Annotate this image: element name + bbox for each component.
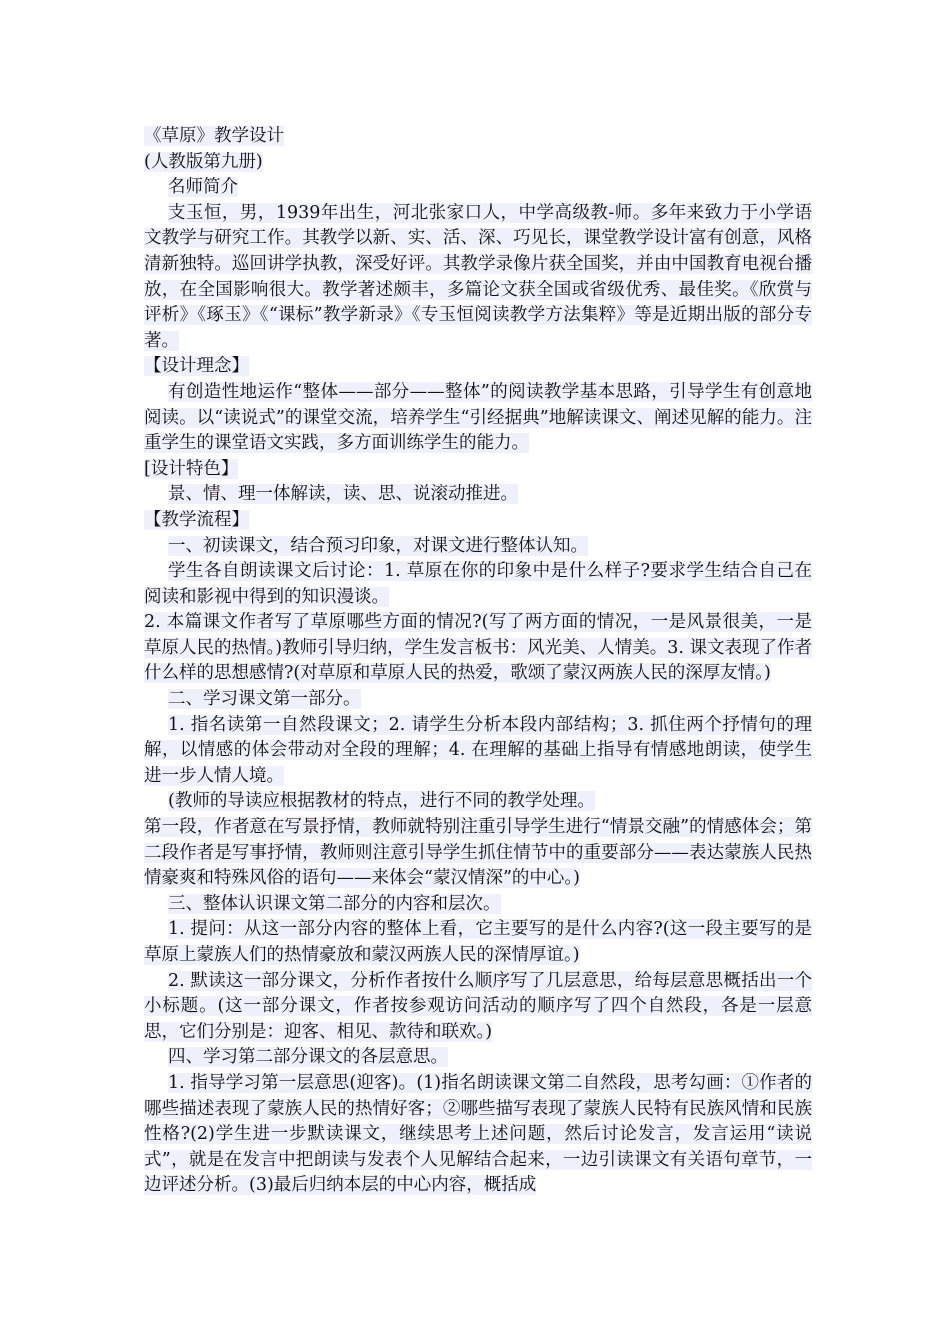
step2-paragraph-a: 1. 指名读第一自然段课文；2. 请学生分析本段内部结构；3. 抓住两个抒情句的理解，以情感的体会带动对全段的理解；4. 在理解的基础上指导有情感地朗读，使学生进一步人情人境。 (144, 714, 812, 786)
step1-title: 一、初读课文，结合预习印象，对课文进行整体认知。 (168, 535, 588, 556)
step3-paragraph-a: 1. 提问：从这一部分内容的整体上看，它主要写的是什么内容?(这一段主要写的是草原上蒙族人们的热情豪放和蒙汉两族人民的深情厚谊。) (144, 919, 812, 965)
step3-title: 三、整体认识课文第二部分的内容和层次。 (168, 893, 501, 914)
step1-paragraph-b: 2. 本篇课文作者写了草原哪些方面的情况?(写了两方面的情况，一是风景很美，一是草原人民的热情。)教师引导归纳，学生发言板书：风光美、人情美。3. 课文表现了作者什么样的思想感情?(对草原和草原人民的热爱，歌颂了蒙汉两族人民的深厚友情。) (144, 612, 812, 684)
concept-heading: 【设计理念】 (144, 356, 249, 377)
teacher-heading: 名师简介 (168, 177, 238, 198)
step1-paragraph-a: 学生各自朗读课文后讨论：1. 草原在你的印象中是什么样子?要求学生结合自己在阅读和影视中得到的知识漫谈。 (144, 561, 812, 607)
edition-line: (人教版第九册) (144, 151, 263, 172)
step2-paragraph-c: 第一段，作者意在写景抒情，教师就特别注重引导学生进行“情景交融”的情感体会；第二段作者是写事抒情，教师则注意引导学生抓住情节中的重要部分——表达蒙族人民热情豪爽和特殊风俗的语句——来体会“蒙汉情深”的中心。) (144, 817, 812, 889)
step2-title: 二、学习课文第一部分。 (168, 689, 361, 710)
step4-title: 四、学习第二部分课文的各层意思。 (168, 1047, 448, 1068)
document-page (144, 124, 812, 1199)
teacher-intro-paragraph: 支玉恒，男，1939年出生，河北张家口人，中学高级教-师。多年来致力于小学语文教学与研究工作。其教学以新、实、活、深、巧见长，课堂教学设计富有创意，风格清新独特。巡回讲学执教，深受好评。其教学录像片获全国奖，并由中国教育电视台播放，在全国影响很大。教学著述颇丰，多篇论文获全国或省级优秀、最佳奖。《欣赏与评析》《琢玉》《“课标”教学新录》《专玉恒阅读教学方法集粹》等是近期出版的部分专著。 (144, 202, 812, 351)
feature-paragraph: 景、情、理一体解读，读、思、说滚动推进。 (168, 484, 518, 505)
step2-paragraph-b: (教师的导读应根据教材的特点，进行不同的教学处理。 (168, 791, 595, 812)
feature-heading: [设计特色】 (144, 458, 239, 479)
document-title: 《草原》教学设计 (144, 126, 284, 146)
step4-paragraph-a: 1. 指导学习第一层意思(迎客)。(1)指名朗读课文第二自然段，思考勾画：①作者的哪些描述表现了蒙族人民的热情好客；②哪些描写表现了蒙族人民特有民族风情和民族性格?(2)学生进一步默读课文，继续思考上述问题，然后讨论发言，发言运用“读说式”，就是在发言中把朗读与发表个人见解结合起来，一边引读课文有关语句章节，一边评述分析。(3)最后归纳本层的中心内容，概括成 (144, 1072, 812, 1196)
step3-paragraph-b: 2. 默读这一部分课文，分析作者按什么顺序写了几层意思，给每层意思概括出一个小标题。(这一部分课文，作者按参观访问活动的顺序写了四个自然段，各是一层意思，它们分别是：迎客、相见、款待和联欢。) (144, 970, 812, 1042)
concept-paragraph: 有创造性地运作“整体——部分——整体”的阅读教学基本思路，引导学生有创意地阅读。以“读说式”的课堂交流，培养学生“引经据典”地解读课文、阐述见解的能力。注重学生的课堂语文实践，多方面训练学生的能力。 (144, 381, 812, 454)
process-heading: 【教学流程】 (144, 509, 249, 530)
